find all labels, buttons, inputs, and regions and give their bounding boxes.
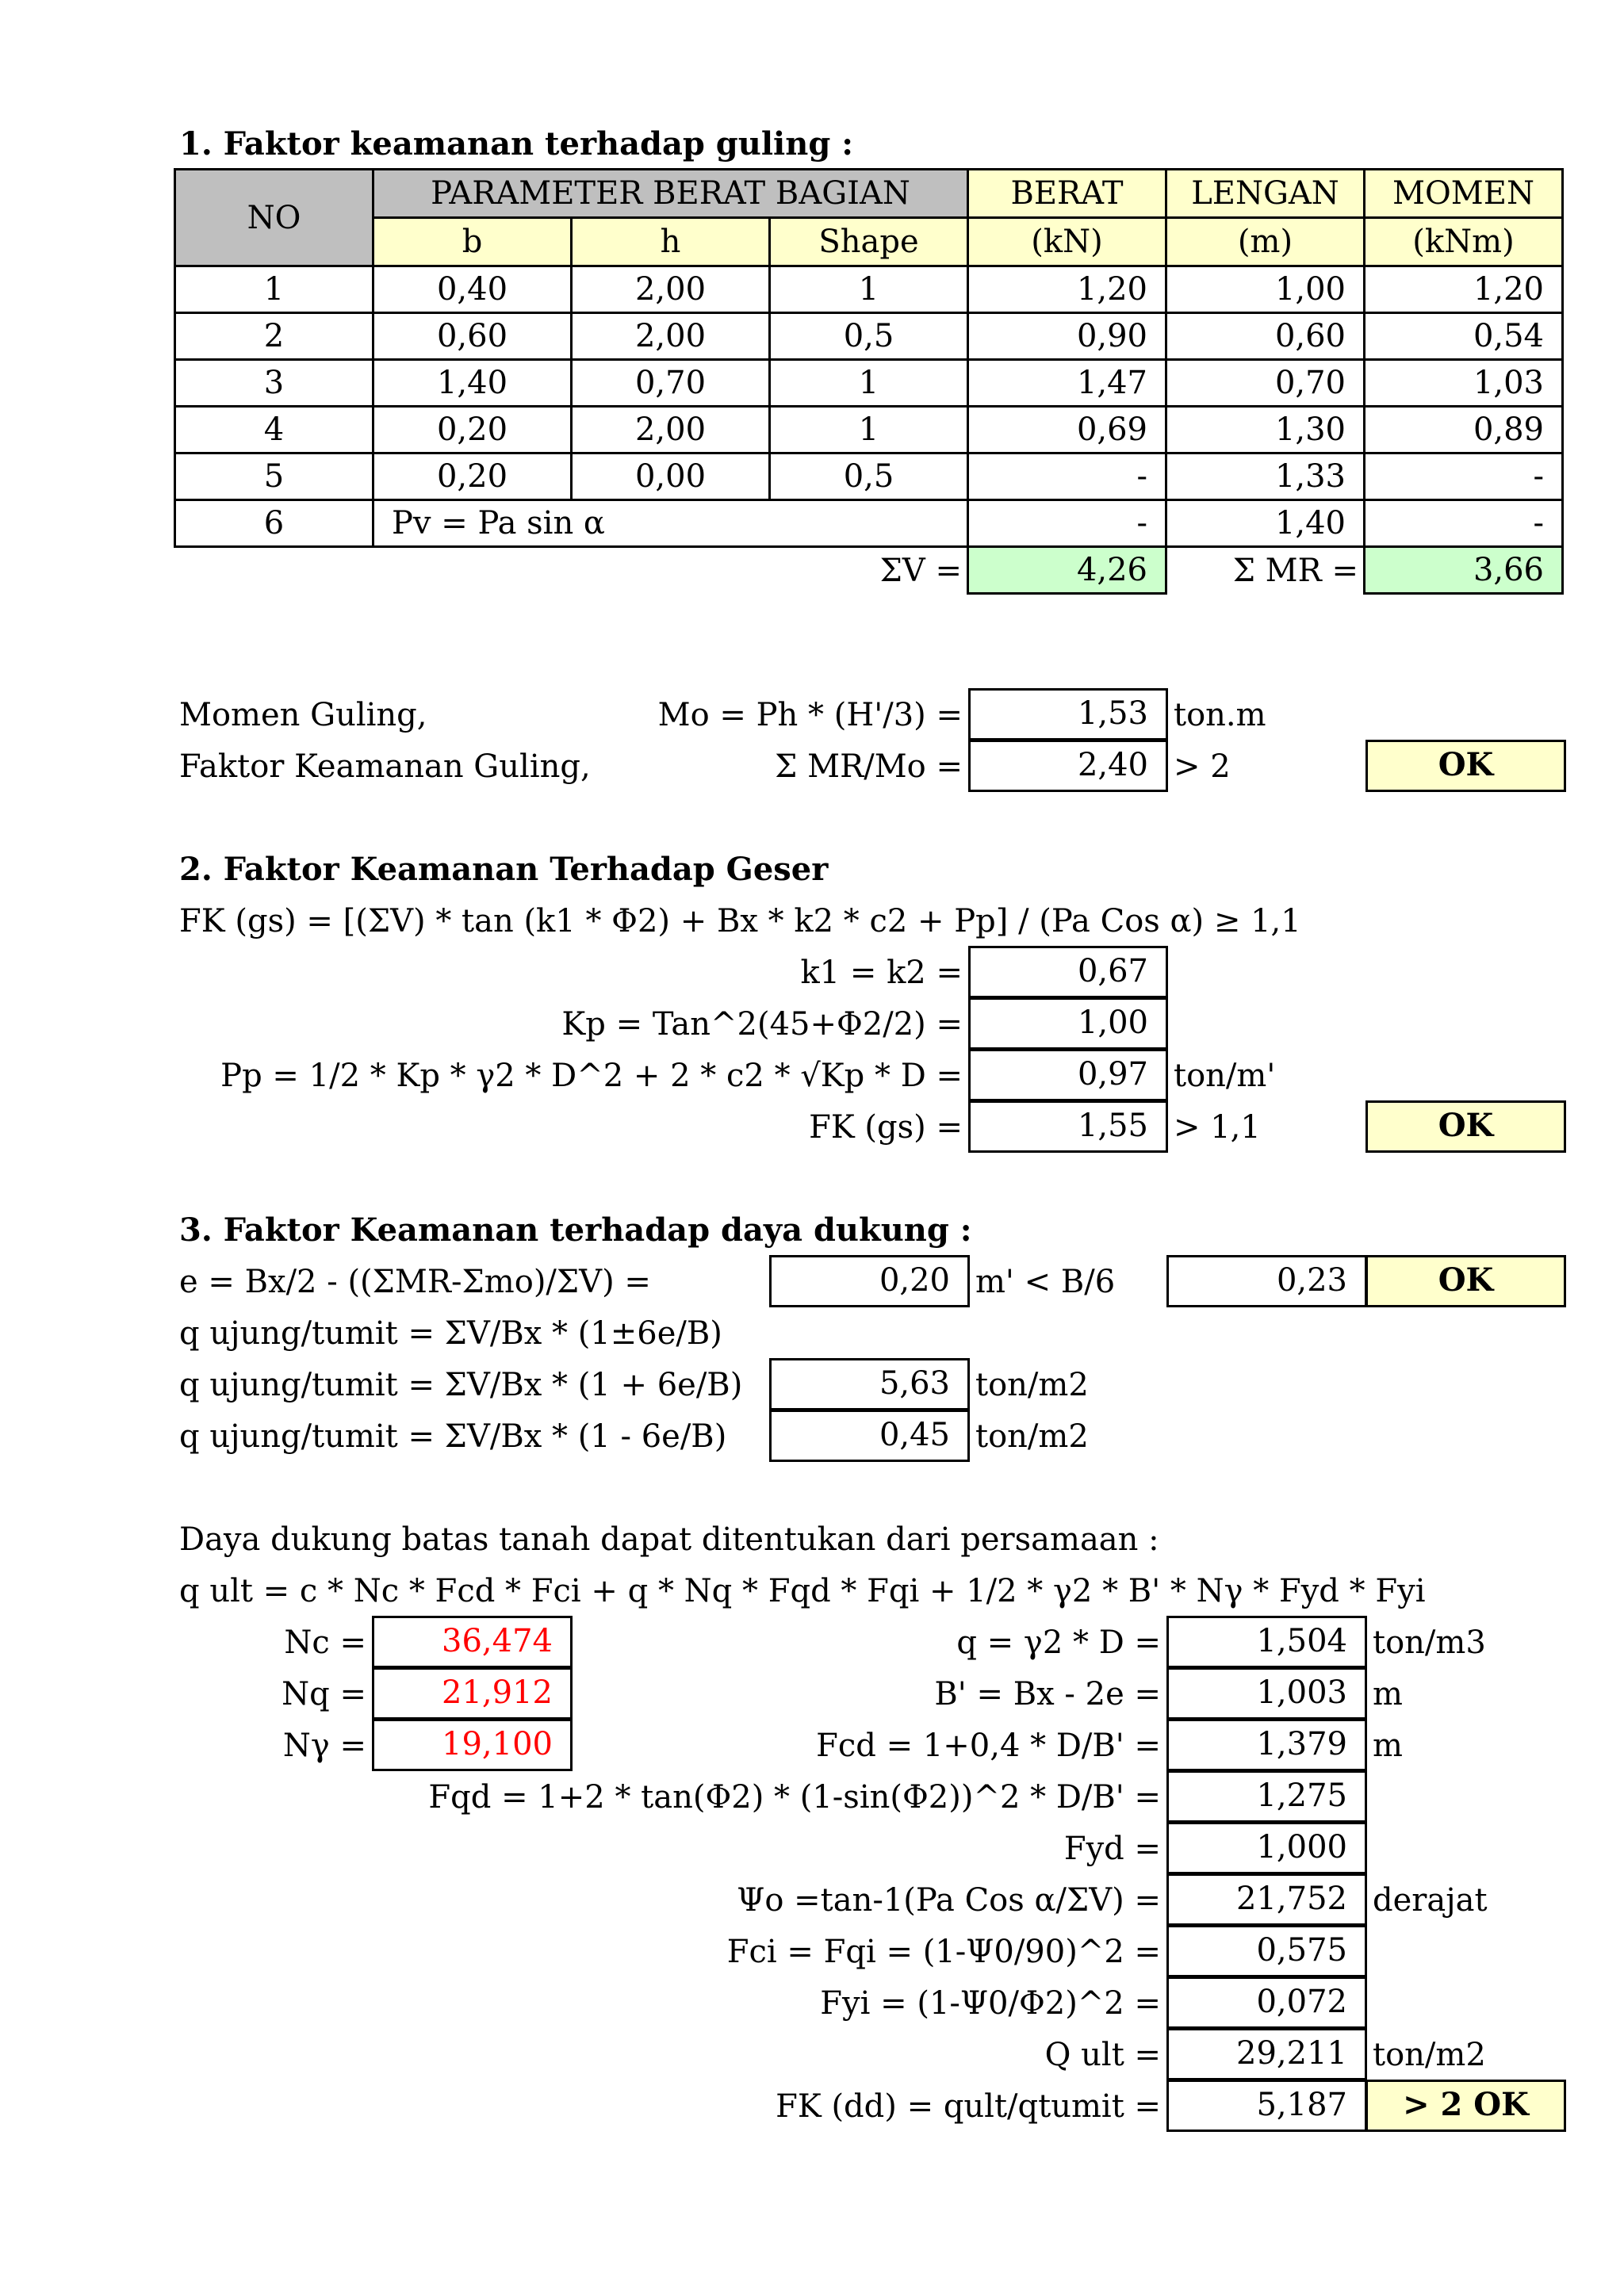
- cell-berat: 0,90: [968, 313, 1166, 360]
- daya-dukung-intro: Daya dukung batas tanah dapat ditentukan dari persamaan :: [179, 1521, 1159, 1558]
- cell-h: 2,00: [572, 313, 770, 360]
- fyi-value: 0,072: [1166, 1976, 1367, 2029]
- pp-label: Pp = 1/2 * Kp * γ2 * D^2 + 2 * c2 * √Kp * D =: [220, 1058, 963, 1094]
- cell-b: 0,20: [373, 453, 572, 500]
- fyd-label: Fyd =: [1063, 1831, 1161, 1867]
- fk-gs-value: 1,55: [968, 1100, 1168, 1153]
- pp-unit: ton/m': [1174, 1058, 1276, 1094]
- cell-momen: 1,20: [1365, 266, 1563, 313]
- table-row: [175, 500, 1563, 547]
- table-row: [175, 360, 1563, 407]
- header-berat: BERAT: [968, 170, 1166, 218]
- cell-no: 5: [175, 453, 373, 500]
- header-momen: MOMEN: [1365, 170, 1563, 218]
- qult-label: Q ult =: [1044, 2037, 1161, 2073]
- header-momen-unit: (kNm): [1365, 218, 1563, 266]
- q-tumit-unit: ton/m2: [975, 1418, 1089, 1455]
- fk-guling-label: Faktor Keamanan Guling,: [179, 748, 591, 785]
- fk-dd-value: 5,187: [1166, 2080, 1367, 2132]
- section1-title: 1. Faktor keamanan terhadap guling :: [179, 125, 853, 163]
- cell-b: 1,40: [373, 360, 572, 407]
- cell-berat: -: [968, 453, 1166, 500]
- cell-b: 0,40: [373, 266, 572, 313]
- pp-value: 0,97: [968, 1049, 1168, 1101]
- header-parameter-group: PARAMETER BERAT BAGIAN: [373, 170, 968, 218]
- q-general-label: q ujung/tumit = ΣV/Bx * (1±6e/B): [179, 1315, 722, 1352]
- fcd-value: 1,379: [1166, 1719, 1367, 1771]
- fk-gs-label: FK (gs) =: [809, 1109, 963, 1146]
- k-value: 0,67: [968, 946, 1168, 998]
- cell-berat: 1,47: [968, 360, 1166, 407]
- cell-lengan: 1,33: [1166, 453, 1365, 500]
- ngamma-label: Nγ =: [282, 1728, 366, 1764]
- fk-guling-formula: Σ MR/Mo =: [775, 748, 963, 785]
- cell-no: 3: [175, 360, 373, 407]
- psi-value: 21,752: [1166, 1873, 1367, 1926]
- table-row: [175, 453, 1563, 500]
- b6-value: 0,23: [1166, 1255, 1367, 1307]
- q-overburden-unit: ton/m3: [1373, 1624, 1486, 1661]
- cell-momen: 1,03: [1365, 360, 1563, 407]
- kp-label: Kp = Tan^2(45+Φ2/2) =: [561, 1006, 963, 1043]
- section2-title: 2. Faktor Keamanan Terhadap Geser: [179, 851, 829, 888]
- k-label: k1 = k2 =: [800, 955, 963, 991]
- fk-guling-condition: > 2: [1174, 748, 1231, 785]
- q-tumit-value: 0,45: [769, 1410, 970, 1462]
- header-lengan: LENGAN: [1166, 170, 1365, 218]
- cell-lengan: 0,70: [1166, 360, 1365, 407]
- fk-gs-formula: FK (gs) = [(ΣV) * tan (k1 * Φ2) + Bx * k2 * c2 + Pp] / (Pa Cos α) ≥ 1,1: [179, 903, 1301, 939]
- momen-guling-label: Momen Guling,: [179, 697, 427, 733]
- qult-formula: q ult = c * Nc * Fcd * Fci + q * Nq * Fqd * Fqi + 1/2 * γ2 * B' * Nγ * Fyd * Fyi: [179, 1573, 1426, 1609]
- cell-no: 4: [175, 407, 373, 453]
- mo-unit: ton.m: [1174, 697, 1266, 733]
- header-b: b: [373, 218, 572, 266]
- cell-h: 0,70: [572, 360, 770, 407]
- nq-value: 21,912: [372, 1667, 573, 1720]
- fk-guling-value: 2,40: [968, 740, 1168, 792]
- b-effective-label: B' = Bx - 2e =: [934, 1676, 1161, 1712]
- q-overburden-value: 1,504: [1166, 1616, 1367, 1668]
- q-ujung-value: 5,63: [769, 1358, 970, 1410]
- sum-v-label: ΣV =: [879, 552, 962, 589]
- fyd-value: 1,000: [1166, 1822, 1367, 1874]
- fci-label: Fci = Fqi = (1-Ψ0/90)^2 =: [726, 1934, 1161, 1970]
- ngamma-value: 19,100: [372, 1719, 573, 1771]
- cell-shape: 0,5: [770, 313, 968, 360]
- e-status: OK: [1365, 1255, 1566, 1307]
- cell-lengan: 1,00: [1166, 266, 1365, 313]
- cell-momen: -: [1365, 500, 1563, 547]
- cell-berat: 0,69: [968, 407, 1166, 453]
- fk-dd-label: FK (dd) = qult/qtumit =: [776, 2088, 1161, 2125]
- b-effective-value: 1,003: [1166, 1667, 1367, 1720]
- cell-b: 0,60: [373, 313, 572, 360]
- nq-label: Nq =: [282, 1676, 366, 1712]
- cell-lengan: 1,30: [1166, 407, 1365, 453]
- sum-mr-value: 3,66: [1365, 547, 1563, 594]
- fci-value: 0,575: [1166, 1925, 1367, 1977]
- qult-value: 29,211: [1166, 2028, 1367, 2080]
- cell-pv-description: Pv = Pa sin α: [373, 500, 968, 547]
- cell-momen: 0,89: [1365, 407, 1563, 453]
- kp-value: 1,00: [968, 997, 1168, 1050]
- q-ujung-label: q ujung/tumit = ΣV/Bx * (1 + 6e/B): [179, 1367, 743, 1403]
- q-ujung-unit: ton/m2: [975, 1367, 1089, 1403]
- q-overburden-label: q = γ2 * D =: [956, 1624, 1161, 1661]
- cell-momen: -: [1365, 453, 1563, 500]
- cell-h: 2,00: [572, 266, 770, 313]
- fyi-label: Fyi = (1-Ψ0/Φ2)^2 =: [820, 1985, 1161, 2022]
- q-tumit-label: q ujung/tumit = ΣV/Bx * (1 - 6e/B): [179, 1418, 727, 1455]
- weight-table: [174, 168, 1564, 595]
- header-h: h: [572, 218, 770, 266]
- fk-dd-status: > 2 OK: [1365, 2080, 1566, 2132]
- fk-gs-status: OK: [1365, 1100, 1566, 1153]
- e-condition: m' < B/6: [975, 1264, 1116, 1300]
- cell-berat: 1,20: [968, 266, 1166, 313]
- cell-shape: 1: [770, 266, 968, 313]
- nc-label: Nc =: [284, 1624, 366, 1661]
- cell-momen: 0,54: [1365, 313, 1563, 360]
- mo-value: 1,53: [968, 688, 1168, 740]
- header-berat-unit: (kN): [968, 218, 1166, 266]
- table-row: [175, 407, 1563, 453]
- cell-shape: 1: [770, 407, 968, 453]
- cell-no: 2: [175, 313, 373, 360]
- header-no: NO: [175, 170, 373, 266]
- cell-b: 0,20: [373, 407, 572, 453]
- e-label: e = Bx/2 - ((ΣMR-Σmo)/ΣV) =: [179, 1264, 651, 1300]
- cell-no: 1: [175, 266, 373, 313]
- fk-guling-status: OK: [1365, 740, 1566, 792]
- cell-lengan: 1,40: [1166, 500, 1365, 547]
- psi-unit: derajat: [1373, 1882, 1488, 1919]
- sum-v-value: 4,26: [968, 547, 1166, 594]
- cell-no: 6: [175, 500, 373, 547]
- table-row: [175, 313, 1563, 360]
- cell-shape: 0,5: [770, 453, 968, 500]
- section3-title: 3. Faktor Keamanan terhadap daya dukung :: [179, 1211, 972, 1249]
- e-value: 0,20: [769, 1255, 970, 1307]
- header-shape: Shape: [770, 218, 968, 266]
- header-lengan-unit: (m): [1166, 218, 1365, 266]
- table-row: [175, 266, 1563, 313]
- cell-shape: 1: [770, 360, 968, 407]
- cell-lengan: 0,60: [1166, 313, 1365, 360]
- cell-berat: -: [968, 500, 1166, 547]
- fqd-value: 1,275: [1166, 1770, 1367, 1823]
- cell-h: 0,00: [572, 453, 770, 500]
- fk-gs-condition: > 1,1: [1174, 1109, 1261, 1146]
- b-effective-unit: m: [1373, 1676, 1403, 1712]
- mo-formula: Mo = Ph * (H'/3) =: [657, 697, 963, 733]
- fqd-label: Fqd = 1+2 * tan(Φ2) * (1-sin(Φ2))^2 * D/B' =: [428, 1779, 1161, 1816]
- fcd-unit: m: [1373, 1728, 1403, 1764]
- nc-value: 36,474: [372, 1616, 573, 1668]
- qult-unit: ton/m2: [1373, 2037, 1486, 2073]
- psi-label: Ψo =tan-1(Pa Cos α/ΣV) =: [737, 1882, 1161, 1919]
- fcd-label: Fcd = 1+0,4 * D/B' =: [816, 1728, 1161, 1764]
- cell-h: 2,00: [572, 407, 770, 453]
- sum-mr-label: Σ MR =: [1232, 552, 1358, 589]
